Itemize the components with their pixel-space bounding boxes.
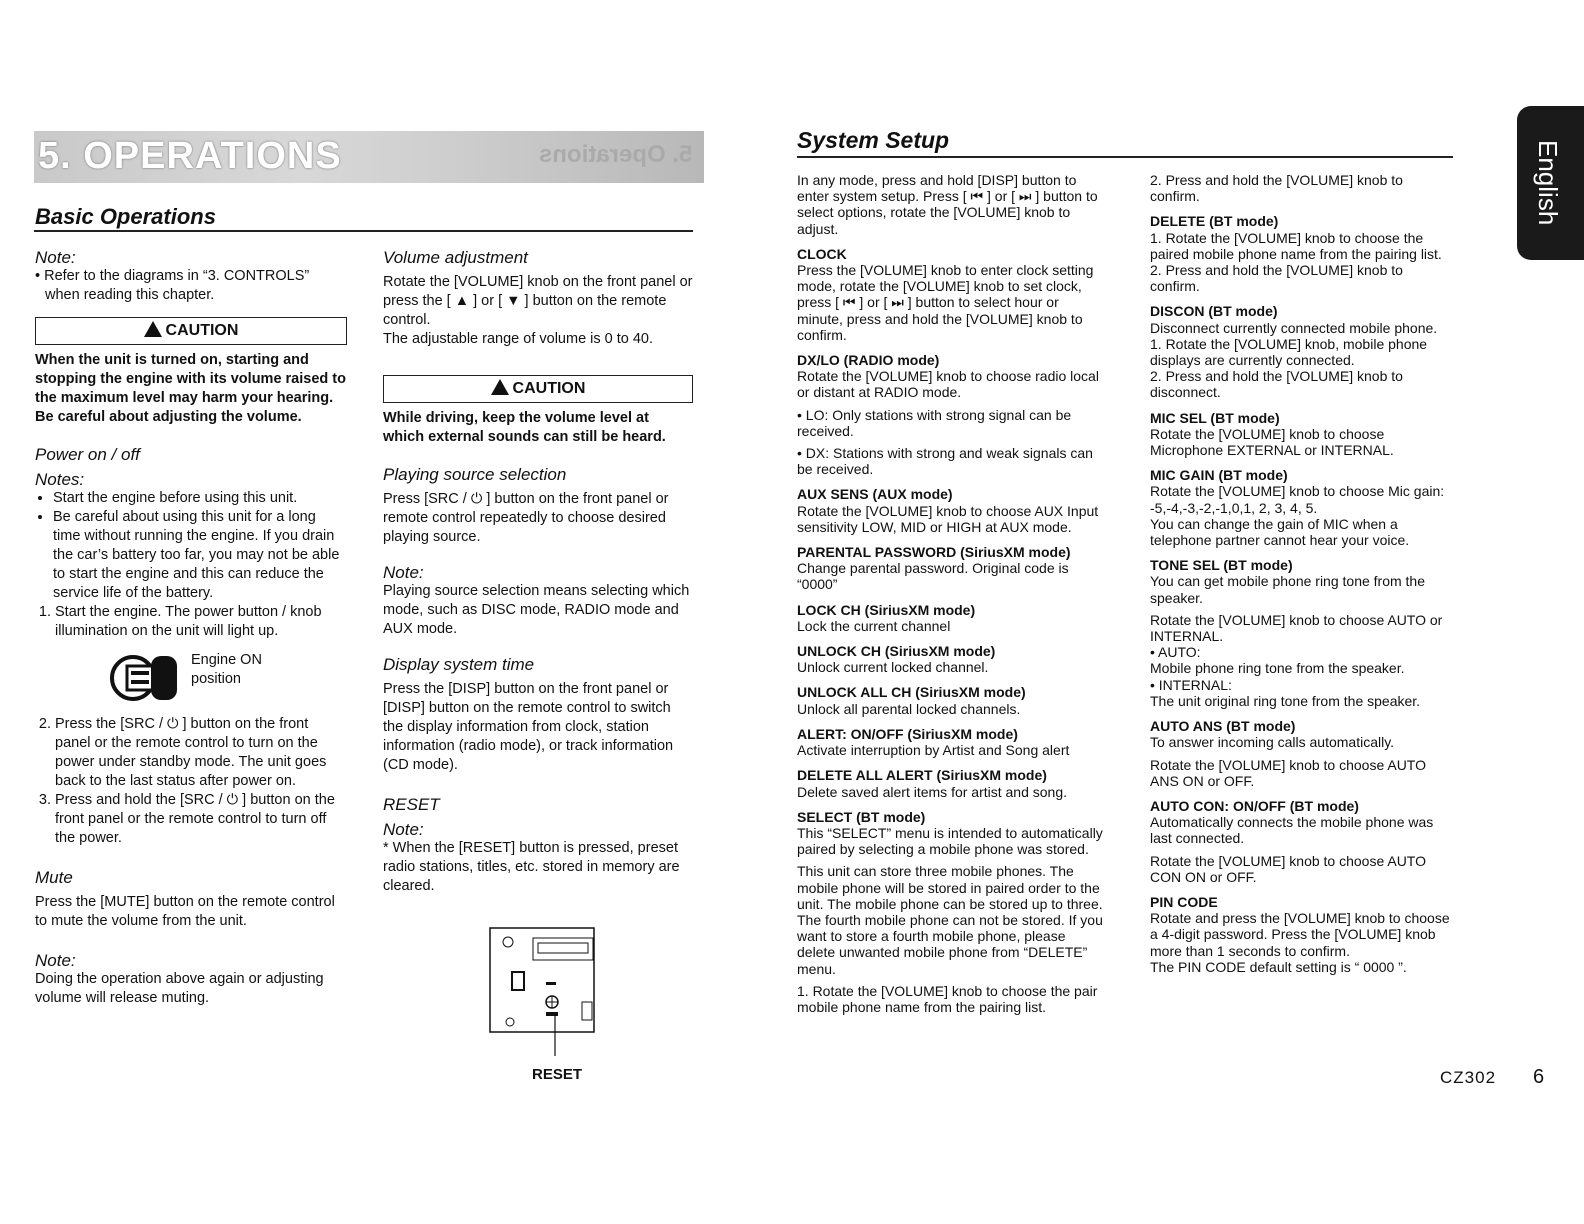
setup-column-b [1150,172,1455,975]
list-item: 1. Start the engine. The power button / knob illumination on the unit will light up. [55,603,347,641]
note-heading: Note: [35,248,76,267]
reset-note-text: * When the [RESET] button is pressed, preset radio stations, titles, etc. stored in memory are cleared. [383,840,680,894]
setup-item-heading: UNLOCK ALL CH (SiriusXM mode) [797,684,1026,701]
setup-item [1150,557,1455,606]
setup-item [1150,718,1455,750]
note2-heading: Note: [35,951,76,970]
setup-item-heading: ALERT: ON/OFF (SiriusXM mode) [797,725,1018,742]
power-steps-2 [35,715,347,848]
setup-item-heading: UNLOCK CH (SiriusXM mode) [797,643,996,660]
setup-item-text: 1. Rotate the [VOLUME] knob to choose the pair mobile phone name from the pairing list. [797,982,1098,1015]
volume-text: Rotate the [VOLUME] knob on the front panel or press the [ ▲ ] or [ ▼ ] button on the remote control. [383,274,693,328]
chapter-title: 5. OPERATIONS [38,135,342,177]
engine-label-2: position [191,671,241,687]
setup-item-text: This unit can store three mobile phones. The mobile phone will be stored in paired order to the unit. The mobile phone can be stored up to three. The fourth mobile phone can not be stored. If you want to store a fourth mobile phone, please delete unwanted mobile phone from “DELETE” menu. [797,863,1103,977]
section-title-setup: System Setup [797,127,950,153]
setup-column-a [797,172,1107,1015]
setup-item [797,767,1107,799]
setup-item-text: Activate interruption by Artist and Song alert [797,742,1070,759]
setup-item [1150,853,1455,885]
warning-icon [144,321,162,337]
reset-diagram [488,926,598,1056]
setup-item-heading: LOCK CH (SiriusXM mode) [797,601,976,618]
setup-item-heading: TONE SEL (BT mode) [1150,557,1293,574]
setup-item [797,486,1107,535]
setup-item [1150,894,1455,975]
mute-heading: Mute [35,868,73,887]
setup-item-text: Lock the current channel [797,617,951,634]
setup-item-heading: CLOCK [797,245,847,262]
caution-label: CAUTION [512,380,586,397]
setup-item-text: Rotate the [VOLUME] knob to choose Mic gain: -5,-4,-3,-2,-1,0,1, 2, 3, 4, 5. You can change the gain of MIC when a telephone partner cannot hear your voice. [1150,483,1445,549]
setup-item [797,445,1107,477]
list-item: 3. Press and hold the [SRC / ⏻ ] button on the front panel or the remote control to turn off the power. [55,791,347,848]
setup-item-heading: MIC SEL (BT mode) [1150,409,1280,426]
setup-list-a [797,246,1107,1015]
section-title-basic: Basic Operations [35,204,216,229]
setup-item-heading: DELETE ALL ALERT (SiriusXM mode) [797,767,1047,784]
setup-item-text: Rotate the [VOLUME] knob to choose AUX Input sensitivity LOW, MID or HIGH at AUX mode. [797,502,1099,535]
setup-item-text: Delete saved alert items for artist and song. [797,783,1068,800]
setup-item-text: 2. Press and hold the [VOLUME] knob to confirm. [1150,172,1403,205]
warning-icon [491,379,509,395]
list-item: • Be careful about using this unit for a long time without running the engine. If you drain the car’s battery too far, you may not be able to start the engine and this can reduce the service life of the battery. [53,508,347,603]
reset-label: RESET [532,1066,583,1083]
reset-note-heading: Note: [383,820,424,839]
source-heading: Playing source selection [383,465,567,484]
engine-label-1: Engine ON [191,652,262,668]
setup-item [797,726,1107,758]
display-text: Press the [DISP] button on the front panel or [DISP] button on the remote control to switch the display information from clock, station information (radio mode), or track information (CD mode). [383,681,674,773]
display-heading: Display system time [383,655,535,674]
setup-item-text: Rotate the [VOLUME] knob to choose AUTO CON ON or OFF. [1150,852,1426,885]
reset-heading: RESET [383,795,440,814]
model-name: CZ302 [1440,1068,1497,1087]
setup-item [797,602,1107,634]
caution-label: CAUTION [165,322,239,339]
setup-item-text: Press the [VOLUME] knob to enter clock setting mode, rotate the [VOLUME] knob to set clock, press [ ⏮ ] or [ ⏭ ] button to select hour or minute, press and hold the [VOLUME] knob to confirm. [797,262,1094,343]
setup-item [797,643,1107,675]
caution-text: While driving, keep the volume level at which external sounds can still be heard. [383,410,666,445]
setup-list-b [1150,172,1455,975]
setup-item-text: Unlock current locked channel. [797,659,989,676]
setup-item-heading: PIN CODE [1150,893,1218,910]
setup-item-text: 1. Rotate the [VOLUME] knob to choose the paired mobile phone name from the pairing list. 2. Press and hold the [VOLUME] knob to confirm. [1150,229,1442,295]
setup-item-text: Rotate and press the [VOLUME] knob to choose a 4-digit password. Press the [VOLUME] knob more than 1 seconds to confirm. The PIN CODE default setting is “ 0000 ”. [1150,910,1450,975]
setup-rule [797,156,1453,158]
ignition-key-icon [107,653,183,703]
setup-item [797,809,1107,858]
setup-item-heading: DISCON (BT mode) [1150,303,1278,320]
setup-item [1150,798,1455,847]
section-rule [34,230,693,232]
note-text: • Refer to the diagrams in “3. CONTROLS” when reading this chapter. [35,268,310,303]
setup-item-text: Rotate the [VOLUME] knob to choose Microphone EXTERNAL or INTERNAL. [1150,425,1394,459]
setup-item-text: • LO: Only stations with strong signal can be received. [797,406,1072,439]
setup-item-heading: PARENTAL PASSWORD (SiriusXM mode) [797,544,1071,561]
setup-item-text: Disconnect currently connected mobile phone. 1. Rotate the [VOLUME] knob, mobile phone displays are currently connected. 2. Press and hold the [VOLUME] knob to disconnect. [1150,319,1438,401]
setup-intro: In any mode, press and hold [DISP] button to enter system setup. Press [ ⏮ ] or [ ⏭ ] button to select options, rotate the [VOLUME] knob to adjust. [797,172,1098,237]
setup-item-text: Change parental password. Original code is “0000” [797,560,1069,593]
language-tab [1517,106,1584,260]
setup-item [797,684,1107,716]
source-text: Press [SRC / ⏻ ] button on the front panel or remote control repeatedly to choose desired playing source. [383,491,669,545]
chapter-ghost-text: 5. Operations [538,141,692,168]
setup-item-text: This “SELECT” menu is intended to automatically paired by selecting a mobile phone was stored. [797,824,1103,858]
power-heading: Power on / off [35,445,140,464]
setup-item-text: Rotate the [VOLUME] knob to choose radio local or distant at RADIO mode. [797,368,1099,401]
caution-box [35,317,347,345]
setup-item-text: You can get mobile phone ring tone from the speaker. [1150,573,1426,606]
setup-item-text: Unlock all parental locked channels. [797,700,1021,717]
volume-range: The adjustable range of volume is 0 to 40. [383,331,654,347]
setup-item [797,407,1107,439]
setup-item [797,983,1107,1015]
setup-item [1150,757,1455,789]
notes-heading: Notes: [35,470,85,489]
setup-item-heading: DX/LO (RADIO mode) [797,352,940,369]
list-item: 2. Press the [SRC / ⏻ ] button on the front panel or the remote control to turn on the power under standby mode. The unit goes back to the last status after power on. [55,715,347,791]
engine-figure [35,641,347,715]
caution-text: When the unit is turned on, starting and stopping the engine with its volume raised to the maximum level may harm your hearing. [35,352,346,406]
setup-item-text: Automatically connects the mobile phone was last connected. [1150,814,1434,847]
setup-item-heading: MIC GAIN (BT mode) [1150,467,1288,484]
setup-item-heading: AUX SENS (AUX mode) [797,486,953,503]
list-item: • Start the engine before using this unit. [53,489,347,508]
setup-item [1150,213,1455,294]
page-number: 6 [1533,1066,1545,1088]
middle-column [383,248,693,896]
note2-text: Doing the operation above again or adjusting volume will release muting. [35,971,324,1006]
power-steps [35,603,347,641]
notes-list [35,489,347,603]
setup-item-text: Rotate the [VOLUME] knob to choose AUTO ANS ON or OFF. [1150,756,1426,789]
setup-item [1150,612,1455,709]
setup-item-text: • DX: Stations with strong and weak signals can be received. [797,445,1093,478]
language-label: English [1533,140,1563,226]
setup-item [797,352,1107,401]
setup-item-heading: DELETE (BT mode) [1150,213,1279,230]
setup-item-text: To answer incoming calls automatically. [1150,734,1395,751]
setup-item-text: Rotate the [VOLUME] knob to choose AUTO or INTERNAL. • AUTO: Mobile phone ring tone from the speaker. • INTERNAL: The unit original ring tone from the speaker. [1150,611,1443,709]
caution-box-2 [383,375,693,403]
setup-item [797,246,1107,343]
chapter-banner [34,131,704,183]
mute-text: Press the [MUTE] button on the remote control to mute the volume from the unit. [35,894,335,929]
setup-item-heading: AUTO CON: ON/OFF (BT mode) [1150,797,1359,814]
setup-item [1150,410,1455,459]
caution-text-2: Be careful about adjusting the volume. [35,409,302,425]
setup-item [1150,467,1455,548]
source-note-heading: Note: [383,563,424,582]
setup-item-heading: SELECT (BT mode) [797,808,926,825]
volume-heading: Volume adjustment [383,248,528,267]
setup-item [1150,303,1455,400]
setup-item [1150,172,1455,204]
source-note-text: Playing source selection means selecting which mode, such as DISC mode, RADIO mode and AUX mode. [383,583,690,637]
left-column [35,248,347,1008]
setup-item [797,863,1107,976]
setup-item-heading: AUTO ANS (BT mode) [1150,718,1296,735]
setup-item [797,544,1107,593]
